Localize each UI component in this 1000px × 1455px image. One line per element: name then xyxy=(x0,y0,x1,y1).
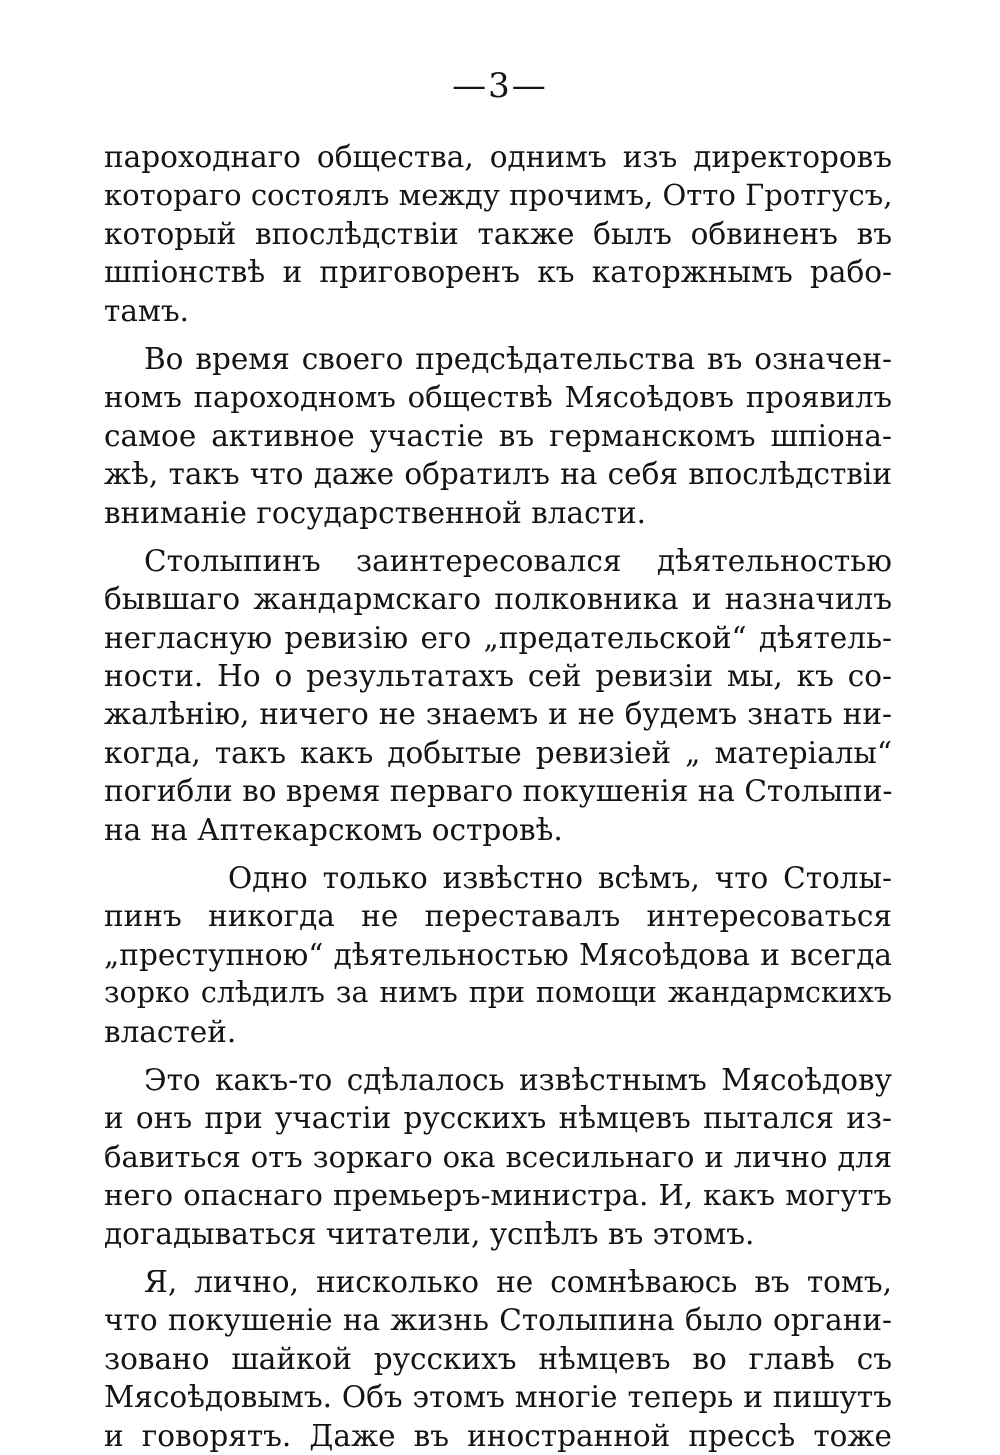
text-line: негласную ревизію его „предательской“ дѣятель- xyxy=(104,620,892,655)
text-line: что покушеніе на жизнь Столыпина было органи- xyxy=(104,1303,892,1338)
paragraph xyxy=(104,1263,892,1455)
text-line: „преступною“ дѣятельностью Мясоѣдова и всегда xyxy=(104,937,892,972)
text-line: тамъ. xyxy=(104,293,189,328)
text-line: ности. Но о результатахъ сей ревизіи мы, къ со- xyxy=(104,659,892,694)
text-line: когда, такъ какъ добытые ревизіей „ матеріалы“ xyxy=(104,735,892,770)
paragraph xyxy=(104,1061,892,1253)
text-line: жѣ, такъ что даже обратилъ на себя впослѣдствіи xyxy=(104,457,892,492)
text-line: зорко слѣдилъ за нимъ при помощи жандармскихъ xyxy=(104,976,892,1010)
text-line: Во время своего предсѣдательства въ означен- xyxy=(144,341,892,376)
text-line: Мясоѣдовымъ. Объ этомъ многіе теперь и пишутъ xyxy=(104,1380,892,1415)
text-line: него опаснаго премьеръ-министра. И, какъ могутъ xyxy=(104,1178,892,1213)
text-line: номъ пароходномъ обществѣ Мясоѣдовъ проявилъ xyxy=(104,380,892,415)
text-line: догадываться читатели, успѣлъ въ этомъ. xyxy=(104,1216,755,1251)
text-line: самое активное участіе въ германскомъ шпіона- xyxy=(104,418,892,453)
text-line: пинъ никогда не переставалъ интересоваться xyxy=(104,899,892,934)
paragraph xyxy=(104,138,892,330)
text-line: Столыпинъ заинтересовался дѣятельностью xyxy=(144,543,892,578)
text-line: вниманіе государственной власти. xyxy=(104,495,646,530)
text-line: зовано шайкой русскихъ нѣмцевъ во главѣ съ xyxy=(104,1341,892,1376)
text-line: жалѣнію, ничего не знаемъ и не будемъ знать ни- xyxy=(104,697,892,732)
text-line: бавиться отъ зоркаго ока всесильнаго и лично для xyxy=(104,1139,892,1174)
text-line: который впослѣдствіи также былъ обвиненъ въ xyxy=(104,216,892,251)
text-line: котораго состоялъ между прочимъ, Отто Гротгусъ, xyxy=(104,178,892,213)
page-number: —3— xyxy=(452,66,548,106)
body-text xyxy=(104,138,892,1455)
paragraph xyxy=(104,340,892,532)
text-line: на на Аптекарскомъ островѣ. xyxy=(104,812,563,847)
text-line: погибли во время перваго покушенія на Столыпи- xyxy=(104,774,892,809)
paragraph xyxy=(104,859,892,1051)
text-line: и говорятъ. Даже въ иностранной прессѣ тоже xyxy=(104,1418,892,1453)
text-line: Это какъ-то сдѣлалось извѣстнымъ Мясоѣдову xyxy=(144,1062,892,1097)
text-line: и онъ при участіи русскихъ нѣмцевъ пытался из- xyxy=(104,1101,892,1136)
text-line: бывшаго жандармскаго полковника и назначилъ xyxy=(104,582,892,617)
text-line: Я, лично, нисколько не сомнѣваюсь въ томъ, xyxy=(144,1264,892,1299)
paragraph xyxy=(104,542,892,849)
text-line: Одно только извѣстно всѣмъ, что Столы- xyxy=(228,861,892,896)
text-line: пароходнаго общества, однимъ изъ директоровъ xyxy=(104,140,892,174)
text-line: властей. xyxy=(104,1014,237,1049)
text-line: шпіонствѣ и приговоренъ къ каторжнымъ рабо- xyxy=(104,255,892,290)
